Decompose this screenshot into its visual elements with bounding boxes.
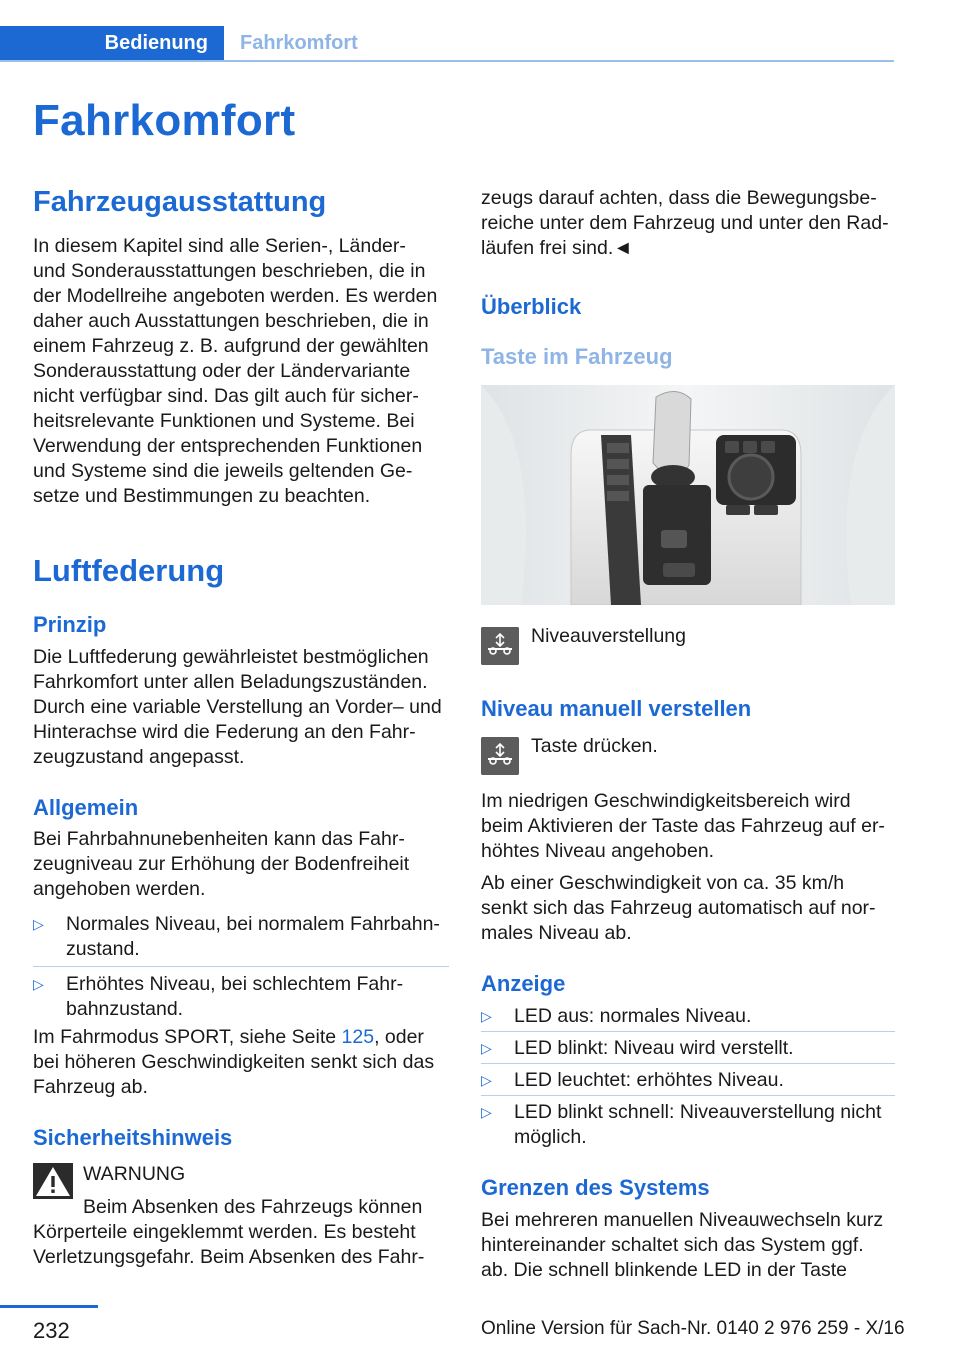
niveau-text-1 [481, 789, 885, 864]
level-adjust-icon [481, 737, 519, 775]
bullet-triangle-icon: ▷ [481, 1104, 492, 1120]
text-line: und Sonderausstattungen beschrieben, die in [33, 260, 426, 282]
text-line: nicht verfügbar sind. Das gilt auch für sicher- [33, 385, 419, 407]
text-line: der Modellreihe angeboten werden. Es werden [33, 285, 438, 307]
tab-fahrkomfort[interactable]: Fahrkomfort [240, 32, 358, 54]
list-item: ▷ Erhöhtes Niveau, bei schlechtem Fahr- bahnzustand. [33, 973, 404, 1020]
subsection-title-anzeige: Anzeige [481, 971, 566, 996]
list-divider [33, 966, 449, 967]
grenzen-text [481, 1208, 883, 1283]
text-line: Bei Fahrbahnunebenheiten kann das Fahr- [33, 828, 405, 850]
warning-continuation-text [481, 186, 889, 261]
section-title-luftfederung: Luftfederung [33, 553, 225, 588]
online-version-text: Online Version für Sach-Nr. 0140 2 976 259 - X/16 [481, 1318, 905, 1339]
list-divider [481, 1031, 895, 1032]
text-line: zeugniveau zur Erhöhung der Bodenfreiheit [33, 853, 410, 875]
text-line: Im niedrigen Geschwindigkeitsbereich wird [481, 790, 851, 812]
text-line: Körperteile eingeklemmt werden. Es besteht [33, 1221, 416, 1243]
text-line: daher auch Ausstattungen beschrieben, die in [33, 310, 429, 332]
niveau-text-2 [481, 871, 876, 946]
text-line: Verletzungsgefahr. Beim Absenken des Fahr- [33, 1246, 425, 1268]
text-line: In diesem Kapitel sind alle Serien-, Länder- [33, 235, 406, 257]
list-item: ▷ LED aus: normales Niveau. [481, 1005, 752, 1027]
subsection-title-prinzip: Prinzip [33, 612, 107, 637]
text-line: Fahrkomfort unter allen Beladungszuständen. [33, 671, 428, 693]
text-line: reiche unter dem Fahrzeug und unter den Rad- [481, 212, 889, 234]
page-header [0, 0, 894, 62]
bullet-triangle-icon: ▷ [33, 916, 44, 932]
text-line: beim Aktivieren der Taste das Fahrzeug auf er- [481, 815, 885, 837]
console-photo [481, 385, 895, 605]
subsection-title-niveau-manuell: Niveau manuell verstellen [481, 696, 752, 721]
taste-druecken-text: Taste drücken. [531, 735, 658, 757]
page-number: 232 [33, 1318, 70, 1343]
subsection-title-allgemein: Allgemein [33, 795, 139, 820]
page-title: Fahrkomfort [33, 96, 296, 145]
text-line: Sonderausstattung oder der Ländervariante [33, 360, 411, 382]
text-line: läufen frei sind.◄ [481, 237, 633, 259]
text-line: Die Luftfederung gewährleistet bestmöglichen [33, 646, 429, 668]
text-line: angehoben werden. [33, 878, 206, 900]
warning-label: WARNUNG [83, 1163, 186, 1185]
warning-text [33, 1220, 424, 1270]
allgemein-text [33, 827, 409, 902]
footer-divider [0, 1305, 98, 1308]
list-item: ▷ LED blinkt schnell: Niveauverstellung nicht möglich. [481, 1101, 882, 1148]
fahrzeugausstattung-text [33, 234, 437, 509]
list-item: ▷ LED leuchtet: erhöhtes Niveau. [481, 1069, 784, 1091]
warning-line: Beim Absenken des Fahrzeugs können [83, 1196, 423, 1218]
sport-text: Im Fahrmodus SPORT, siehe Seite 125, oder bei höheren Geschwindigkeiten senkt sich das Fahrzeug ab. [33, 1026, 435, 1098]
list-item: ▷ Normales Niveau, bei normalem Fahrbahn- zustand. [33, 913, 440, 960]
level-adjust-icon [481, 627, 519, 665]
subsection-title-sicherheitshinweis: Sicherheitshinweis [33, 1125, 233, 1150]
text-line: heitsrelevante Funktionen und Systeme. Bei [33, 410, 415, 432]
prinzip-text [33, 645, 442, 770]
text-line: zeugzustand angepasst. [33, 746, 245, 768]
bullet-triangle-icon: ▷ [33, 976, 44, 992]
bullet-triangle-icon: ▷ [481, 1008, 492, 1024]
subsection-title-taste: Taste im Fahrzeug [481, 344, 673, 369]
text-line: Durch eine variable Verstellung an Vorder– und [33, 696, 442, 718]
text-line: und Systeme sind die jeweils geltenden Ge- [33, 460, 413, 482]
text-line: Ab einer Geschwindigkeit von ca. 35 km/h [481, 872, 845, 894]
tab-bedienung[interactable]: Bedienung [0, 26, 224, 61]
text-line: ab. Die schnell blinkende LED in der Taste [481, 1259, 848, 1281]
bullet-triangle-icon: ▷ [481, 1072, 492, 1088]
text-line: males Niveau ab. [481, 922, 632, 944]
list-divider [481, 1095, 895, 1096]
subsection-title-grenzen: Grenzen des Systems [481, 1175, 710, 1200]
subsection-title-ueberblick: Überblick [481, 294, 582, 319]
text-line: hintereinander schaltet sich das System ggf. [481, 1234, 864, 1256]
text-line: Verwendung der entsprechenden Funktionen [33, 435, 423, 457]
text-line: Hinterachse wird die Federung an den Fahr- [33, 721, 416, 743]
text-line: höhtes Niveau angehoben. [481, 840, 715, 862]
text-line: einem Fahrzeug z. B. aufgrund der gewählten [33, 335, 429, 357]
text-line: setze und Bestimmungen zu beachten. [33, 485, 371, 507]
list-item: ▷ LED blinkt: Niveau wird verstellt. [481, 1037, 794, 1059]
warning-icon [33, 1163, 73, 1199]
text-line: senkt sich das Fahrzeug automatisch auf nor- [481, 897, 876, 919]
niveau-label: Niveauverstellung [531, 625, 687, 647]
text-line: Bei mehreren manuellen Niveauwechseln kurz [481, 1209, 884, 1231]
text-line: zeugs darauf achten, dass die Bewegungsbe- [481, 187, 877, 209]
page-link[interactable]: 125 [341, 1026, 375, 1048]
bullet-triangle-icon: ▷ [481, 1040, 492, 1056]
list-divider [481, 1063, 895, 1064]
section-title-fahrzeugausstattung: Fahrzeugausstattung [33, 186, 327, 218]
header-divider [0, 60, 894, 62]
